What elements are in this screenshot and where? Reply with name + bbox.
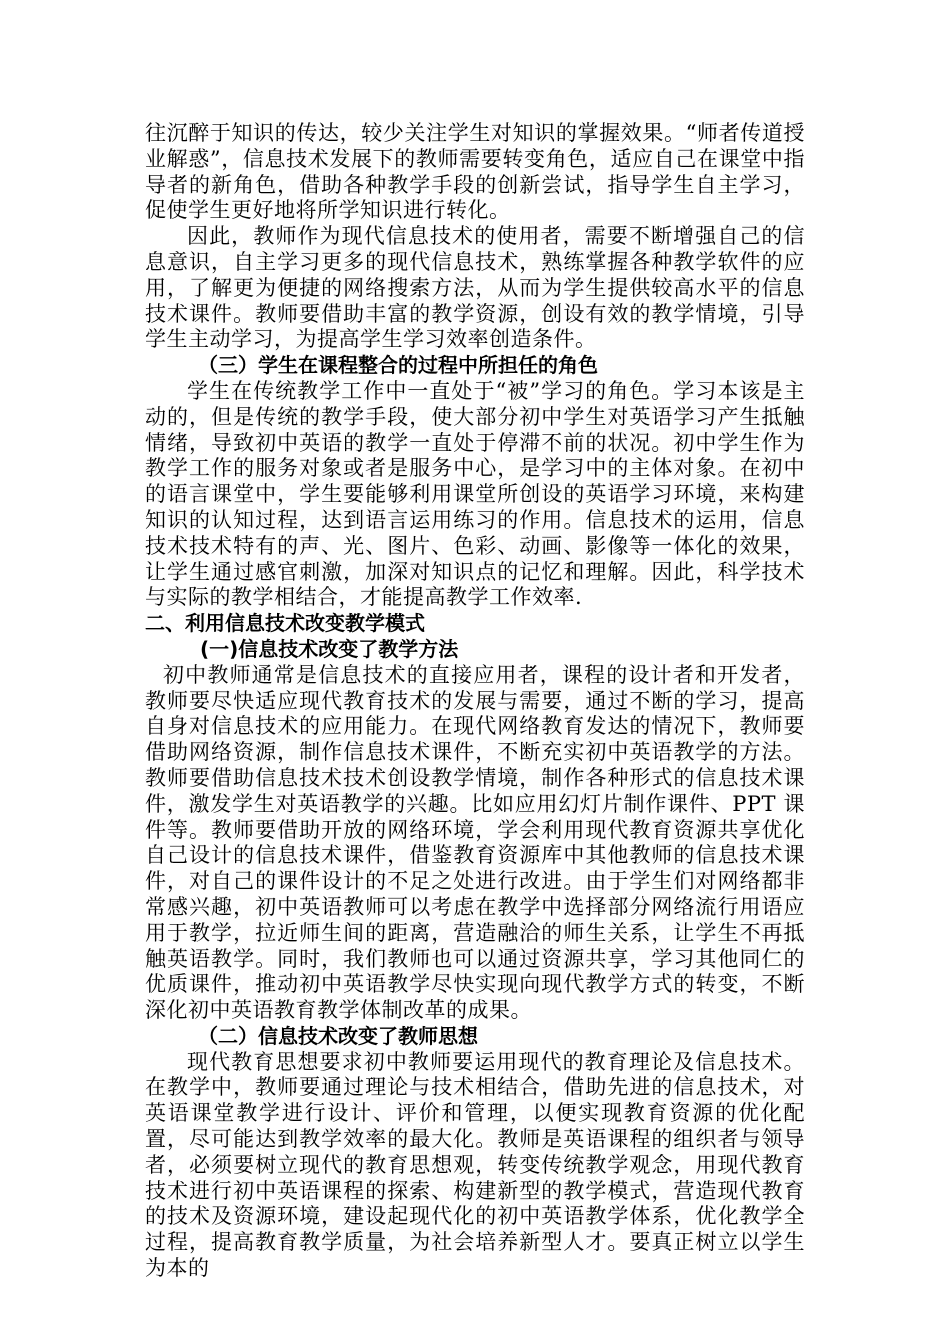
paragraph: 因此，教师作为现代信息技术的使用者，需要不断增强自己的信息意识，自主学习更多的现代信息技术，熟练掌握各种教学软件的应用，了解更为便捷的网络搜索方法，从而为学生提供较高水平的信息技术课件。教师要借助丰富的教学资源，创设有效的教学情境，引导学生主动学习，为提高学生学习效率创造条件。	[145, 224, 805, 352]
chapter-heading: 二、利用信息技术改变教学模式	[145, 611, 425, 636]
section-heading: （二）信息技术改变了教师思想	[198, 1023, 478, 1048]
section-heading: (一)信息技术改变了教学方法	[200, 636, 459, 661]
section-heading: （三）学生在课程整合的过程中所担任的角色	[198, 353, 598, 378]
paragraph: 初中教师通常是信息技术的直接应用者，课程的设计者和开发者，教师要尽快适应现代教育技术的发展与需要，通过不断的学习，提高自身对信息技术的应用能力。在现代网络教育发达的情况下，教师要借助网络资源，制作信息技术课件，不断充实初中英语教学的方法。教师要借助信息技术技术创设教学情境，制作各种形式的信息技术课件，激发学生对英语教学的兴趣。比如应用幻灯片制作课件、PPT 课件等。教师要借助开放的网络环境，学会利用现代教育资源共享优化自己设计的信息技术课件，借鉴教育资源库中其他教师的信息技术课件，对自己的课件设计的不足之处进行改进。由于学生们对网络都非常感兴趣，初中英语教师可以考虑在教学中选择部分网络流行用语应用于教学，拉近师生间的距离，营造融洽的师生关系，让学生不再抵触英语教学。同时，我们教师也可以通过资源共享，学习其他同仁的优质课件，推动初中英语教学尽快实现向现代教学方式的转变，不断深化初中英语教育教学体制改革的成果。	[145, 662, 805, 1023]
document-page	[145, 121, 805, 1282]
paragraph: 现代教育思想要求初中教师要运用现代的教育理论及信息技术。在教学中，教师要通过理论与技术相结合，借助先进的信息技术，对英语课堂教学进行设计、评价和管理，以便实现教育资源的优化配置，尽可能达到教学效率的最大化。教师是英语课程的组织者与领导者，必须要树立现代的教育思想观，转变传统教学观念，用现代教育技术进行初中英语课程的探索、构建新型的教学模式，营造现代教育的技术及资源环境，建设起现代化的初中英语教学体系，优化教学全过程，提高教育教学质量，为社会培养新型人才。要真正树立以学生为本的	[145, 1049, 805, 1281]
paragraph: 往沉醉于知识的传达，较少关注学生对知识的掌握效果。“师者传道授业解惑”，信息技术发展下的教师需要转变角色，适应自己在课堂中指导者的新角色，借助各种教学手段的创新尝试，指导学生自主学习，促使学生更好地将所学知识进行转化。	[145, 121, 805, 223]
paragraph: 学生在传统教学工作中一直处于“被”学习的角色。学习本该是主动的，但是传统的教学手段，使大部分初中学生对英语学习产生抵触情绪，导致初中英语的教学一直处于停滞不前的状况。初中学生作为教学工作的服务对象或者是服务中心，是学习中的主体对象。在初中的语言课堂中，学生要能够利用课堂所创设的英语学习环境，来构建知识的认知过程，达到语言运用练习的作用。信息技术的运用，信息技术技术特有的声、光、图片、色彩、动画、影像等一体化的效果，让学生通过感官刺激，加深对知识点的记忆和理解。因此，科学技术与实际的教学相结合，才能提高教学工作效率.	[145, 378, 805, 610]
